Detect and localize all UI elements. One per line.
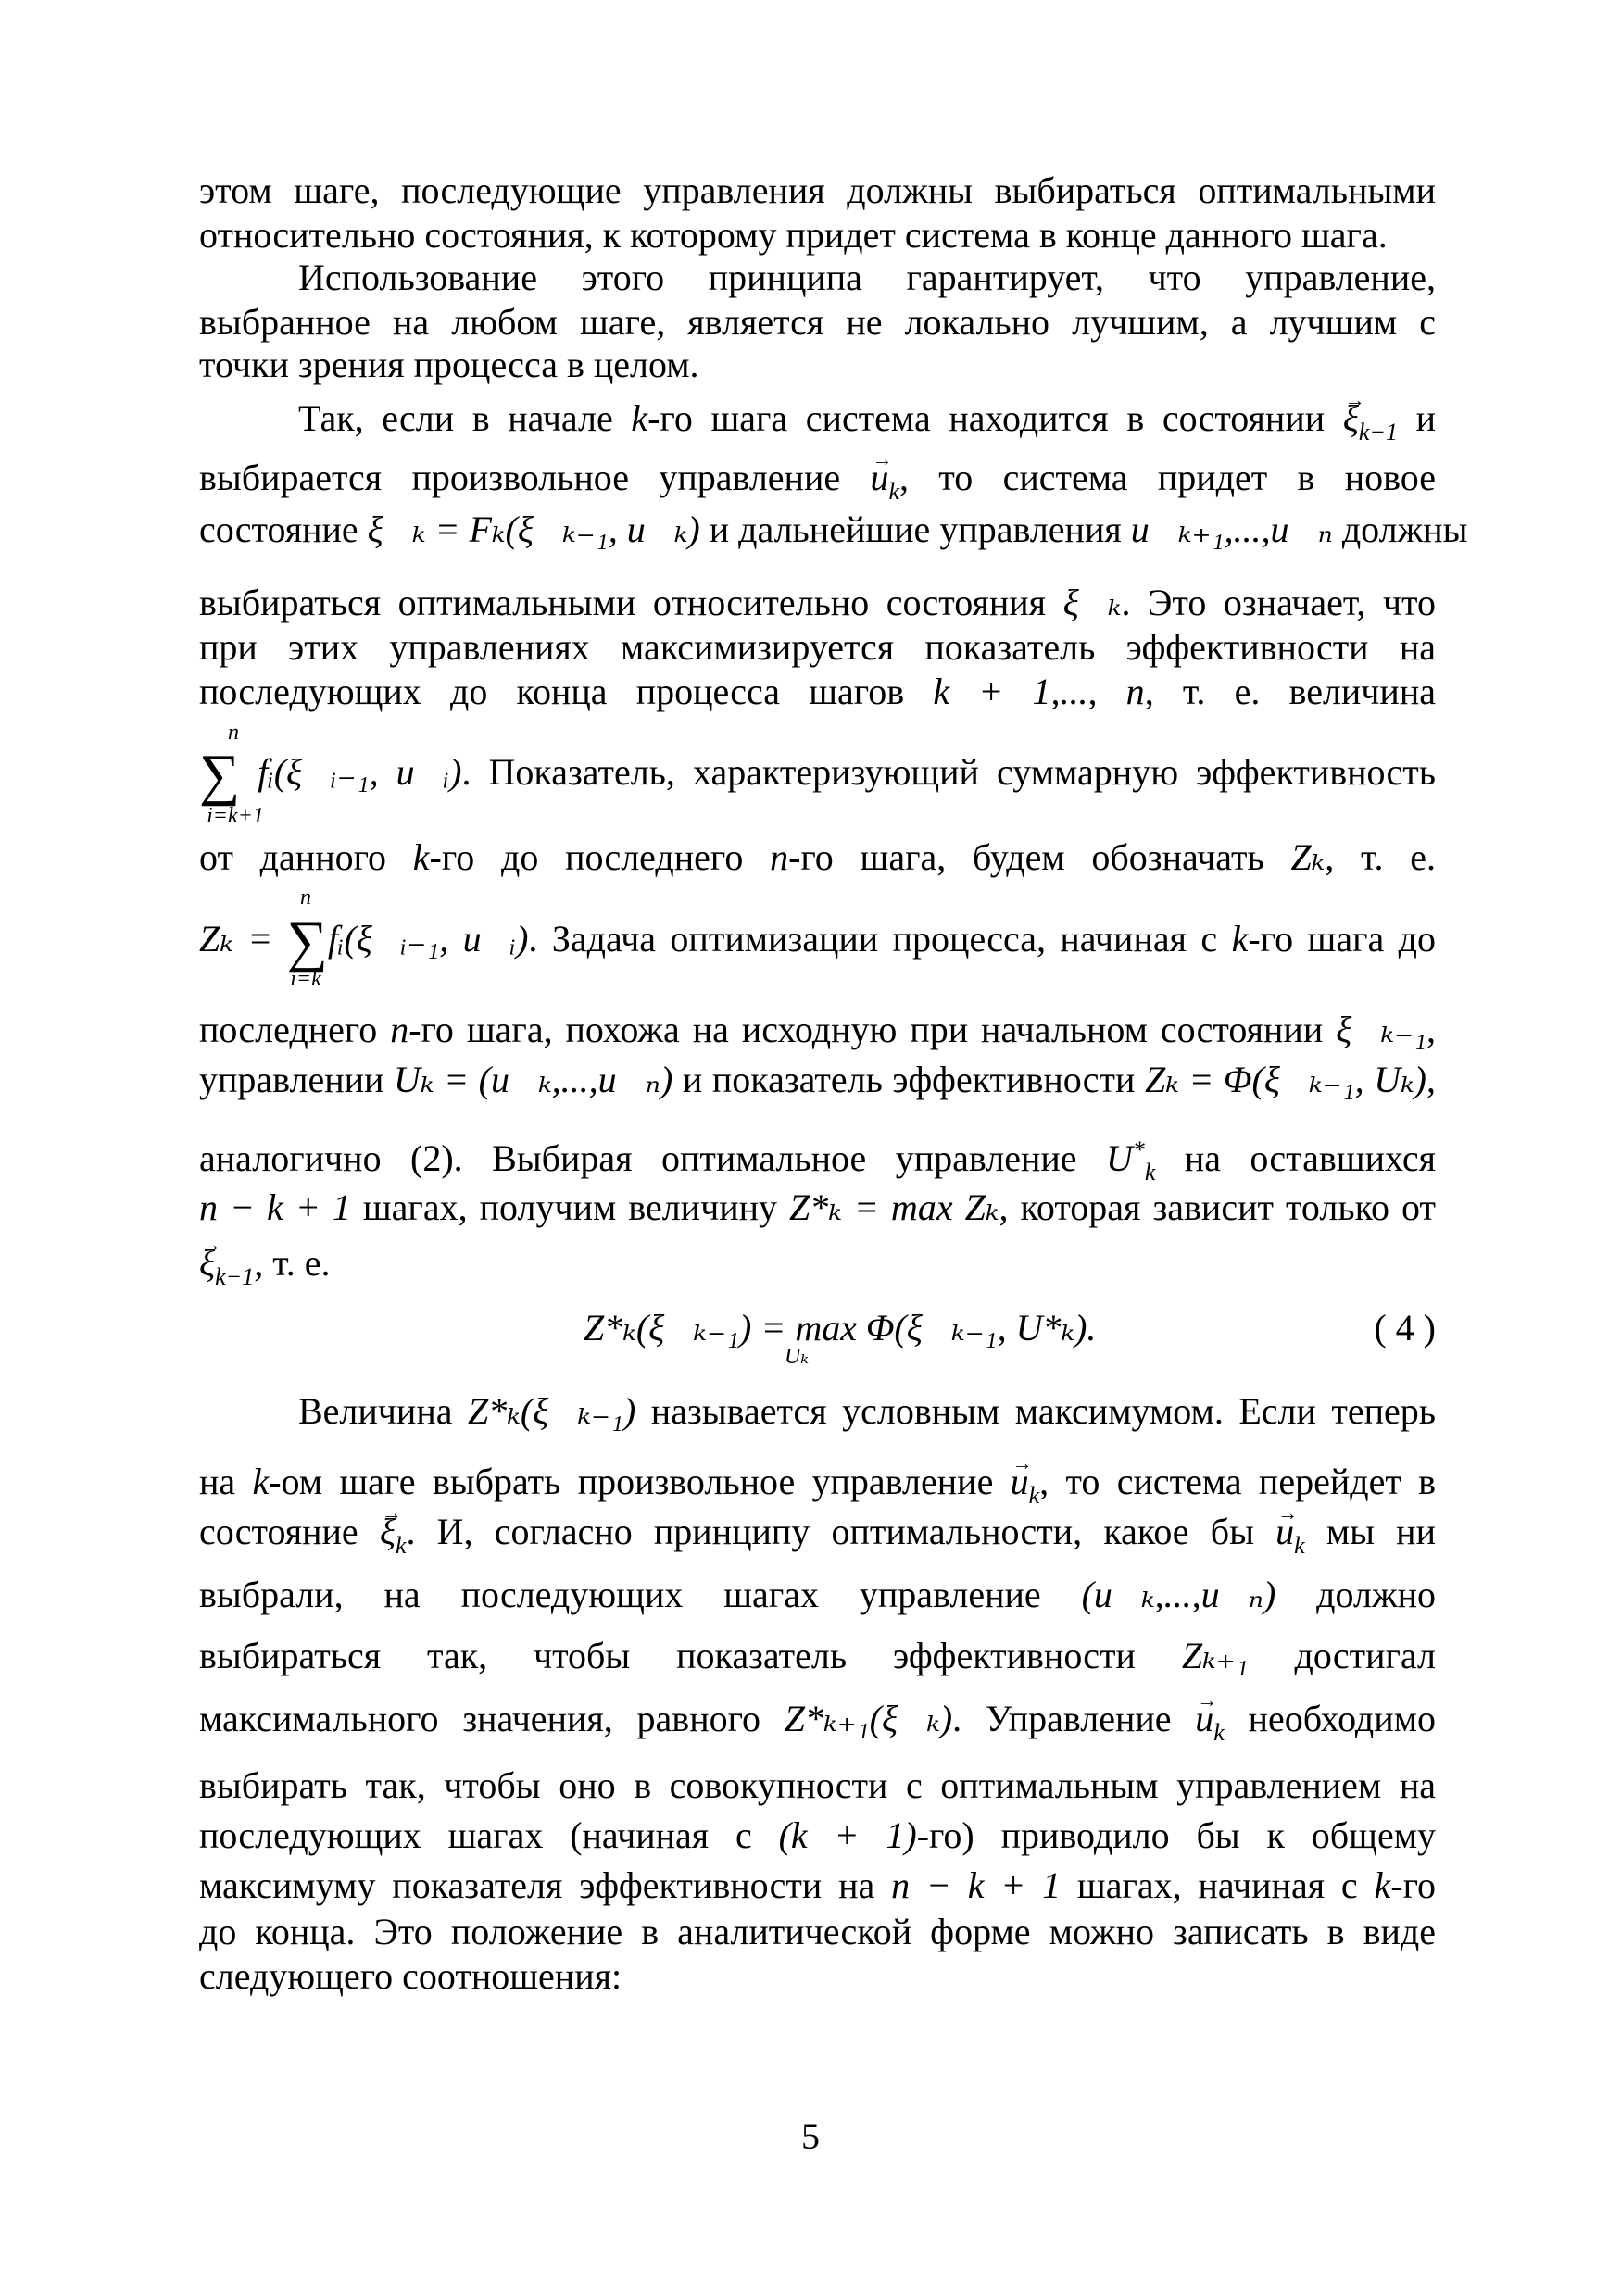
text-segment: должны <box>1332 508 1468 550</box>
text-segment: , т. е. <box>254 1242 331 1284</box>
math-expr: Z*ₖ(ξ⃗ₖ₋₁) <box>467 1390 636 1432</box>
math-symbol: U <box>1105 1137 1133 1179</box>
text-line <box>199 1128 1436 1186</box>
text-line <box>199 835 1436 880</box>
math-xi <box>379 1511 407 1559</box>
text-line: этом шаге, последующие управления должны выбираться оптимальными <box>199 169 1436 211</box>
math-u <box>1275 1511 1305 1559</box>
text-segment: последующих до конца процесса шагов <box>199 671 934 712</box>
text-line <box>199 910 1437 973</box>
text-line <box>199 1697 1437 1746</box>
sum-lower-limit: i=k <box>290 967 321 991</box>
text-segment: , <box>1426 1059 1436 1100</box>
math-xi <box>1342 397 1398 445</box>
text-segment: . Управление <box>952 1698 1196 1739</box>
text-segment: на оставшихся <box>1155 1137 1436 1179</box>
math-expr: (k + 1) <box>778 1814 917 1856</box>
math-operator: = max <box>760 1307 866 1349</box>
text-line <box>199 1058 1436 1102</box>
text-segment: последнего <box>199 1009 391 1050</box>
math-u <box>870 457 899 505</box>
text-segment: , то система придет в новое <box>898 457 1436 498</box>
math-symbol: → u <box>1195 1697 1213 1741</box>
math-k: k <box>1231 918 1249 960</box>
text-segment: выбираться так, чтобы показатель эффективности <box>199 1635 1182 1676</box>
text-line <box>199 670 1436 714</box>
sum-upper-limit: n <box>300 885 311 910</box>
math-expr: Zₖ₊₁ <box>1181 1635 1249 1676</box>
math-expr: ξ⃗ₖ₋₁ <box>1336 1009 1427 1050</box>
text-line: при этих управлениях максимизируется показатель эффективности на <box>199 626 1436 668</box>
text-segment: и дальнейшие управления <box>699 508 1131 550</box>
math-n: n <box>770 836 789 878</box>
math-expr: n − k + 1 <box>199 1186 351 1228</box>
math-expr: Zₖ = <box>199 918 287 960</box>
text-segment: -го) приводило бы к общему <box>916 1814 1437 1856</box>
text-segment: Величина <box>298 1390 468 1432</box>
text-segment: называется условным максимумом. Если теперь <box>635 1390 1437 1432</box>
text-segment: . Задача оптимизации процесса, начиная с <box>528 918 1232 960</box>
math-symbol: → ξ <box>199 1241 215 1286</box>
math-u <box>1010 1461 1040 1509</box>
text-segment: -го <box>1390 1864 1436 1906</box>
math-subscript: k <box>1144 1159 1156 1186</box>
text-line: относительно состояния, к которому придет система в конце данного шага. <box>199 214 1388 256</box>
text-segment: последующих шагах (начиная с <box>199 1814 779 1856</box>
math-expr: fᵢ(ξ⃗ᵢ₋₁, u⃗ᵢ) <box>258 751 462 793</box>
text-segment: , <box>1426 1009 1437 1050</box>
math-symbol: → u <box>1275 1510 1294 1554</box>
text-segment: управлении <box>199 1059 395 1100</box>
math-expr: Zₖ = Φ(ξ⃗ₖ₋₁, Uₖ) <box>1145 1059 1426 1100</box>
math-expr: Z*ₖ₊₁(ξ⃗ₖ) <box>784 1698 953 1739</box>
text-line <box>199 456 1436 505</box>
math-symbol: → ξ <box>380 1510 396 1554</box>
text-line <box>199 1241 1436 1290</box>
text-segment: состояние <box>199 1511 380 1552</box>
text-line <box>298 396 1437 445</box>
text-segment: выбираться оптимальными относительно состояния <box>199 582 1063 623</box>
text-segment: -го шага до <box>1248 918 1437 960</box>
text-segment: шагах, получим величину <box>350 1186 790 1228</box>
text-segment: шагах, начиная с <box>1061 1864 1375 1906</box>
text-line <box>199 1813 1436 1858</box>
math-expr: k + 1,..., n <box>933 671 1145 712</box>
text-segment: необходимо <box>1224 1698 1437 1739</box>
text-segment: . Это означает, что <box>1121 582 1437 623</box>
text-segment: , которая зависит только от <box>999 1186 1436 1228</box>
text-segment: максимального значения, равного <box>199 1698 785 1739</box>
math-subscript: k−1 <box>1358 419 1398 445</box>
text-line <box>199 1510 1436 1559</box>
math-subscript: k <box>395 1532 407 1559</box>
text-line: точки зрения процесса в целом. <box>199 344 699 385</box>
text-line <box>298 1389 1436 1434</box>
math-expr: Uₖ = (u⃗ₖ,...,u⃗ₙ) <box>394 1059 673 1100</box>
text-segment: , то система перейдет в <box>1039 1461 1437 1502</box>
math-expr: ξ⃗ₖ <box>1062 582 1122 623</box>
text-segment: максимуму показателя эффективности на <box>199 1864 892 1906</box>
math-subscript: k−1 <box>215 1263 255 1290</box>
text-line <box>199 581 1436 625</box>
math-expr: Zₖ <box>1290 836 1326 878</box>
text-segment: -го шага, похожа на исходную при начальном состоянии <box>408 1009 1337 1050</box>
math-expr: (u⃗ₖ,...,u⃗ₙ) <box>1081 1574 1276 1615</box>
text-segment: -го до последнего <box>429 836 771 878</box>
math-symbol: → ξ <box>1343 396 1359 441</box>
sum-sign: ∑ <box>199 744 241 807</box>
text-line <box>199 744 1436 807</box>
text-segment: Так, если в начале <box>298 397 632 439</box>
text-line: до конца. Это положение в аналитической форме можно записать в виде <box>199 1911 1436 1952</box>
formula-4 <box>584 1306 1139 1350</box>
math-k: k <box>1374 1864 1391 1906</box>
sum-upper-limit: n <box>228 721 239 745</box>
math-expr: Φ(ξ⃗ₖ₋₁, U*ₖ). <box>865 1307 1097 1349</box>
text-segment: мы ни <box>1304 1511 1436 1552</box>
text-segment: выбрали, на последующих шагах управление <box>199 1574 1082 1615</box>
page-number: 5 <box>801 2115 820 2157</box>
text-line <box>199 1008 1436 1052</box>
math-k: k <box>412 836 430 878</box>
text-segment: , т. е. <box>1325 836 1436 878</box>
text-line: Использование этого принципа гарантирует, что управление, <box>298 257 1436 298</box>
math-k: k <box>631 397 648 439</box>
text-segment: от данного <box>199 836 413 878</box>
text-line <box>199 508 1468 552</box>
text-segment: -ом шаге выбрать произвольное управление <box>269 1461 1011 1502</box>
text-segment: аналогично (2). Выбирая оптимальное управление <box>199 1137 1106 1179</box>
math-n: n <box>390 1009 409 1050</box>
text-segment: на <box>199 1461 253 1502</box>
math-expr: Z*ₖ = max Zₖ <box>789 1186 999 1228</box>
text-segment: и показатель эффективности <box>672 1059 1146 1100</box>
math-k: k <box>252 1461 270 1502</box>
sum-lower-limit: i=k+1 <box>207 804 264 828</box>
text-segment: . Показатель, характеризующий суммарную эффективность <box>461 751 1436 793</box>
math-expr: n − k + 1 <box>891 1864 1062 1906</box>
text-segment: должно <box>1275 1574 1437 1615</box>
text-segment: и <box>1397 397 1437 439</box>
text-line: выбирать так, чтобы оно в совокупности с оптимальным управлением на <box>199 1764 1436 1806</box>
max-subscript: Uₖ <box>784 1345 810 1369</box>
text-segment: . И, согласно принципу оптимальности, какое бы <box>406 1511 1276 1552</box>
text-segment: , т. е. величина <box>1144 671 1436 712</box>
math-U <box>1105 1136 1156 1186</box>
math-superscript: * <box>1132 1136 1145 1163</box>
math-expr: fᵢ(ξ⃗ᵢ₋₁, u⃗ᵢ) <box>327 918 529 960</box>
math-subscript: k <box>1213 1719 1225 1746</box>
sum-sign: ∑ <box>286 910 328 973</box>
math-symbol: → u <box>870 456 888 500</box>
math-u <box>1195 1698 1225 1746</box>
text-segment: достигал <box>1248 1635 1436 1676</box>
math-sum <box>199 744 462 807</box>
math-symbol: → u <box>1011 1460 1029 1504</box>
math-subscript: k <box>1294 1532 1305 1559</box>
math-expr: Z*ₖ(ξ⃗ₖ₋₁) <box>584 1307 761 1349</box>
text-line <box>199 1573 1436 1617</box>
text-line <box>199 1863 1436 1908</box>
math-xi <box>199 1242 255 1290</box>
text-segment: -го шага система находится в состоянии <box>647 397 1343 439</box>
text-line: следующего соотношения: <box>199 1955 622 1997</box>
text-line: выбранное на любом шаге, является не локально лучшим, а лучшим с <box>199 301 1436 343</box>
math-expr: u⃗ₖ₊₁,...,u⃗ₙ <box>1130 508 1333 550</box>
equation-number: ( 4 ) <box>1374 1307 1436 1349</box>
math-expr: ξ⃗ₖ = Fₖ(ξ⃗ₖ₋₁, u⃗ₖ) <box>367 508 700 550</box>
text-segment: состояние <box>199 508 368 550</box>
text-segment: выбирается произвольное управление <box>199 457 871 498</box>
text-segment: -го шага, будем обозначать <box>788 836 1291 878</box>
math-subscript: k <box>888 478 899 505</box>
text-line <box>199 1186 1436 1230</box>
math-subscript: k <box>1028 1482 1040 1509</box>
text-line <box>199 1634 1436 1678</box>
